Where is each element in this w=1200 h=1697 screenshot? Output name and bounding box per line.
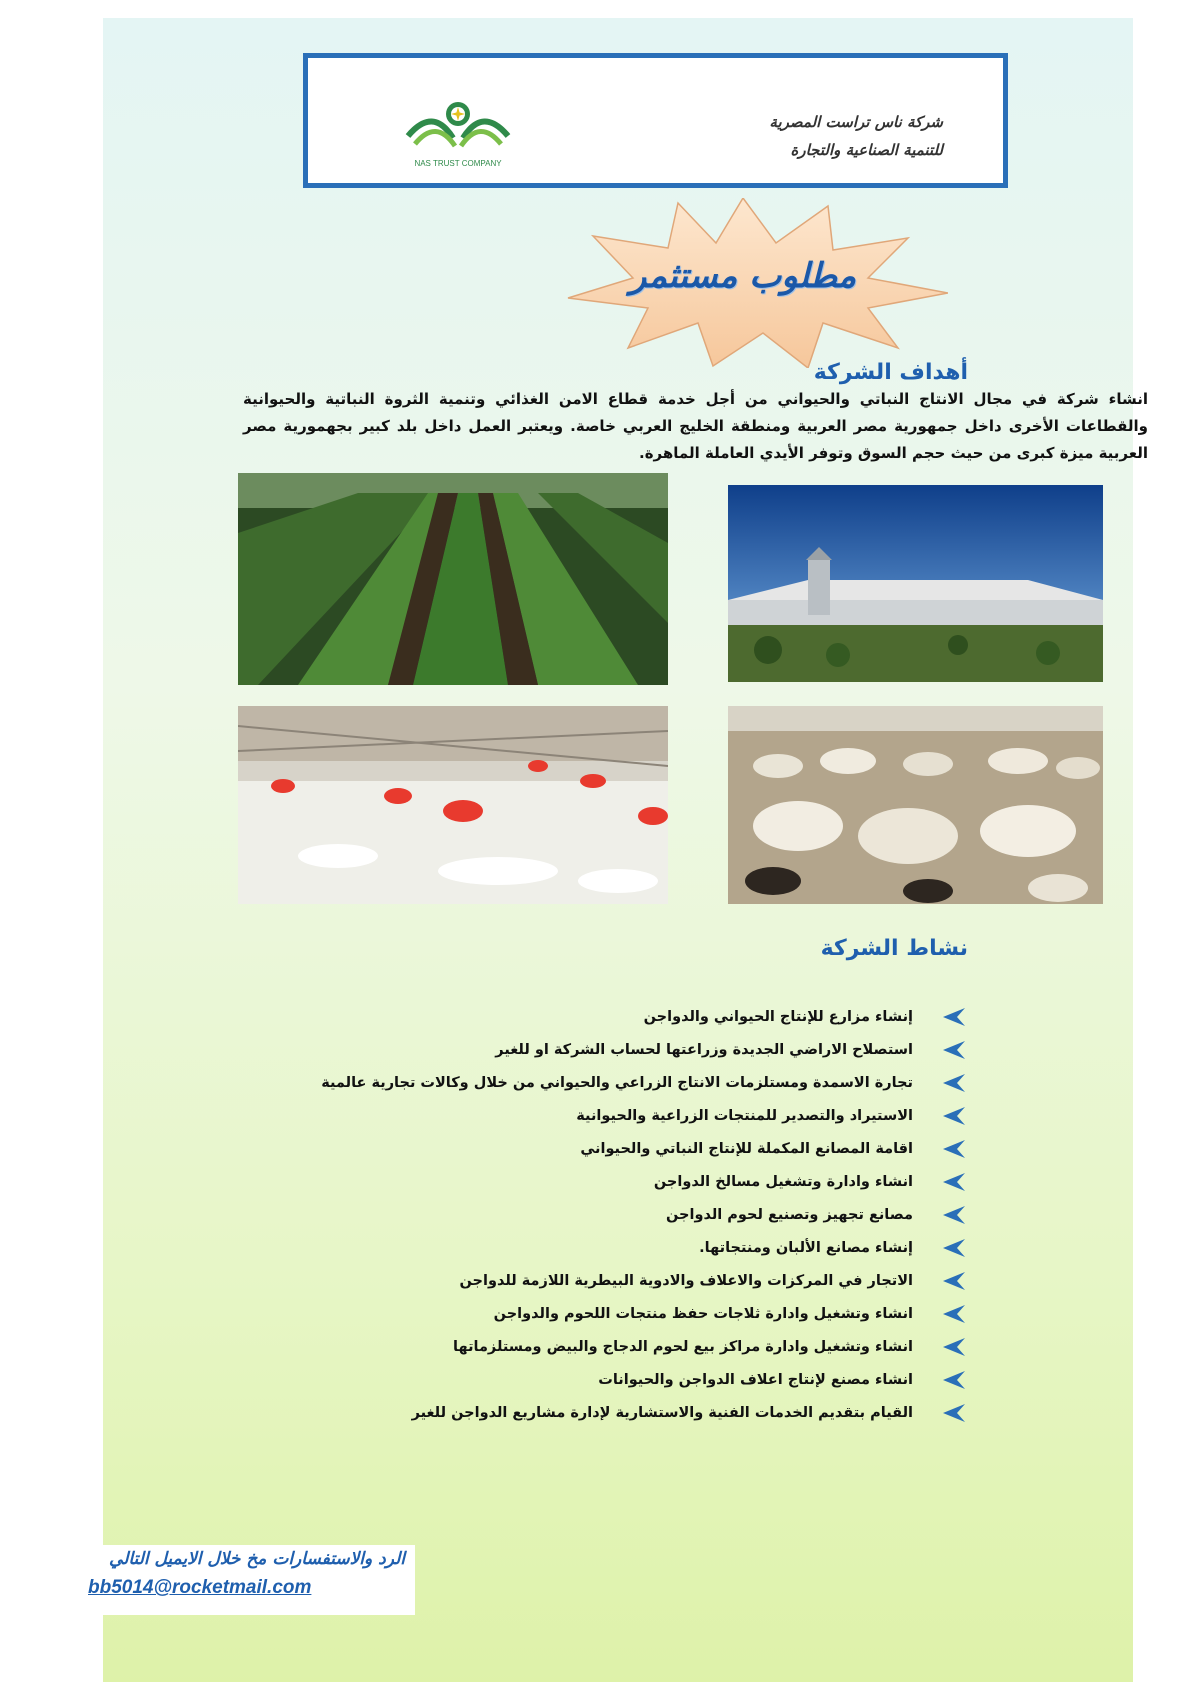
activity-item [243, 1199, 943, 1232]
activity-text: انشاء وتشغيل وادارة مراكز بيع لحوم الدجاج والبيض ومستلزماتها [453, 1339, 913, 1355]
activity-item [243, 1364, 943, 1397]
sheep-photo [728, 706, 1103, 904]
goals-paragraph: انشاء شركة في مجال الانتاج النباتي والحيواني من أجل خدمة قطاع الامن الغذائي وتنمية الثروة النباتية والحيوانية والقطاعات الأخرى داخل جمهورية مصر العربية ومنطقة الخليج العربي خاصة. ويعتبر العمل داخل بلد كبير بجهمورية مصر العربية ميزة كبرى من حيث حجم السوق وتوفر الأيدي العاملة الماهرة. [243, 390, 1148, 462]
activity-item [243, 1067, 943, 1100]
flyer-page [103, 18, 1148, 1682]
activity-text: القيام بتقديم الخدمات الفنية والاستشارية لإدارة مشاريع الدواجن للغير [411, 1405, 913, 1421]
activity-item [243, 1001, 943, 1034]
investor-wanted-banner [538, 198, 948, 368]
activity-text: تجارة الاسمدة ومستلزمات الانتاج الزراعي والحيواني من خلال وكالات تجارية عالمية [321, 1075, 913, 1091]
activity-item [243, 1034, 943, 1067]
arrow-bullet-icon [943, 1173, 965, 1191]
activity-text: اقامة المصانع المكملة للإنتاج النباتي والحيواني [580, 1141, 913, 1157]
chickens-photo [238, 706, 668, 904]
arrow-bullet-icon [943, 1107, 965, 1125]
contact-box [80, 1545, 415, 1615]
arrow-bullet-icon [943, 1338, 965, 1356]
activity-text: انشاء مصنع لإنتاج اعلاف الدواجن والحيوانات [598, 1372, 913, 1388]
arrow-bullet-icon [943, 1305, 965, 1323]
activity-item [243, 1100, 943, 1133]
activity-item [243, 1232, 943, 1265]
activity-text: إنشاء مصانع الألبان ومنتجاتها. [699, 1240, 913, 1256]
activity-item [243, 1133, 943, 1166]
company-subtitle: للتنمية الصناعية والتجارة [790, 141, 943, 159]
activity-item [243, 1331, 943, 1364]
activity-text: انشاء وتشغيل وادارة ثلاجات حفظ منتجات اللحوم والدواجن [493, 1306, 913, 1322]
company-name: شركة ناس تراست المصرية [769, 113, 943, 131]
arrow-bullet-icon [943, 1371, 965, 1389]
arrow-bullet-icon [943, 1074, 965, 1092]
activity-text: الاتجار في المركزات والاعلاف والادوية البيطرية اللازمة للدواجن [459, 1273, 913, 1289]
poultry-house-photo [728, 485, 1103, 682]
contact-email-link[interactable]: bb5014@rocketmail.com [88, 1577, 312, 1598]
arrow-bullet-icon [943, 1008, 965, 1026]
banner-text: مطلوب مستثمر [629, 256, 857, 296]
arrow-bullet-icon [943, 1140, 965, 1158]
svg-text:NAS TRUST COMPANY: NAS TRUST COMPANY [414, 159, 502, 168]
arrow-bullet-icon [943, 1239, 965, 1257]
contact-text: الرد والاستفسارات مخ خلال الايميل التالي [109, 1549, 405, 1569]
activity-text: انشاء وادارة وتشغيل مسالخ الدواجن [653, 1174, 913, 1190]
activity-item [243, 1298, 943, 1331]
arrow-bullet-icon [943, 1404, 965, 1422]
activity-text: إنشاء مزارع للإنتاج الحيواني والدواجن [643, 1009, 913, 1025]
activity-item [243, 1397, 943, 1430]
crop-field-photo [238, 473, 668, 685]
arrow-bullet-icon [943, 1041, 965, 1059]
activity-text: مصانع تجهيز وتصنيع لحوم الدواجن [665, 1207, 913, 1223]
company-logo [403, 96, 513, 171]
arrow-bullet-icon [943, 1206, 965, 1224]
activity-item [243, 1265, 943, 1298]
arrow-bullet-icon [943, 1272, 965, 1290]
activities-title: نشاط الشركة [820, 936, 968, 961]
goals-title: أهداف الشركة [813, 360, 968, 385]
header-box [303, 53, 1008, 188]
activities-list [243, 1001, 943, 1430]
activity-item [243, 1166, 943, 1199]
activity-text: استصلاح الاراضي الجديدة وزراعتها لحساب الشركة او للغير [495, 1042, 913, 1058]
activity-text: الاستيراد والتصدير للمنتجات الزراعية والحيوانية [576, 1108, 913, 1124]
